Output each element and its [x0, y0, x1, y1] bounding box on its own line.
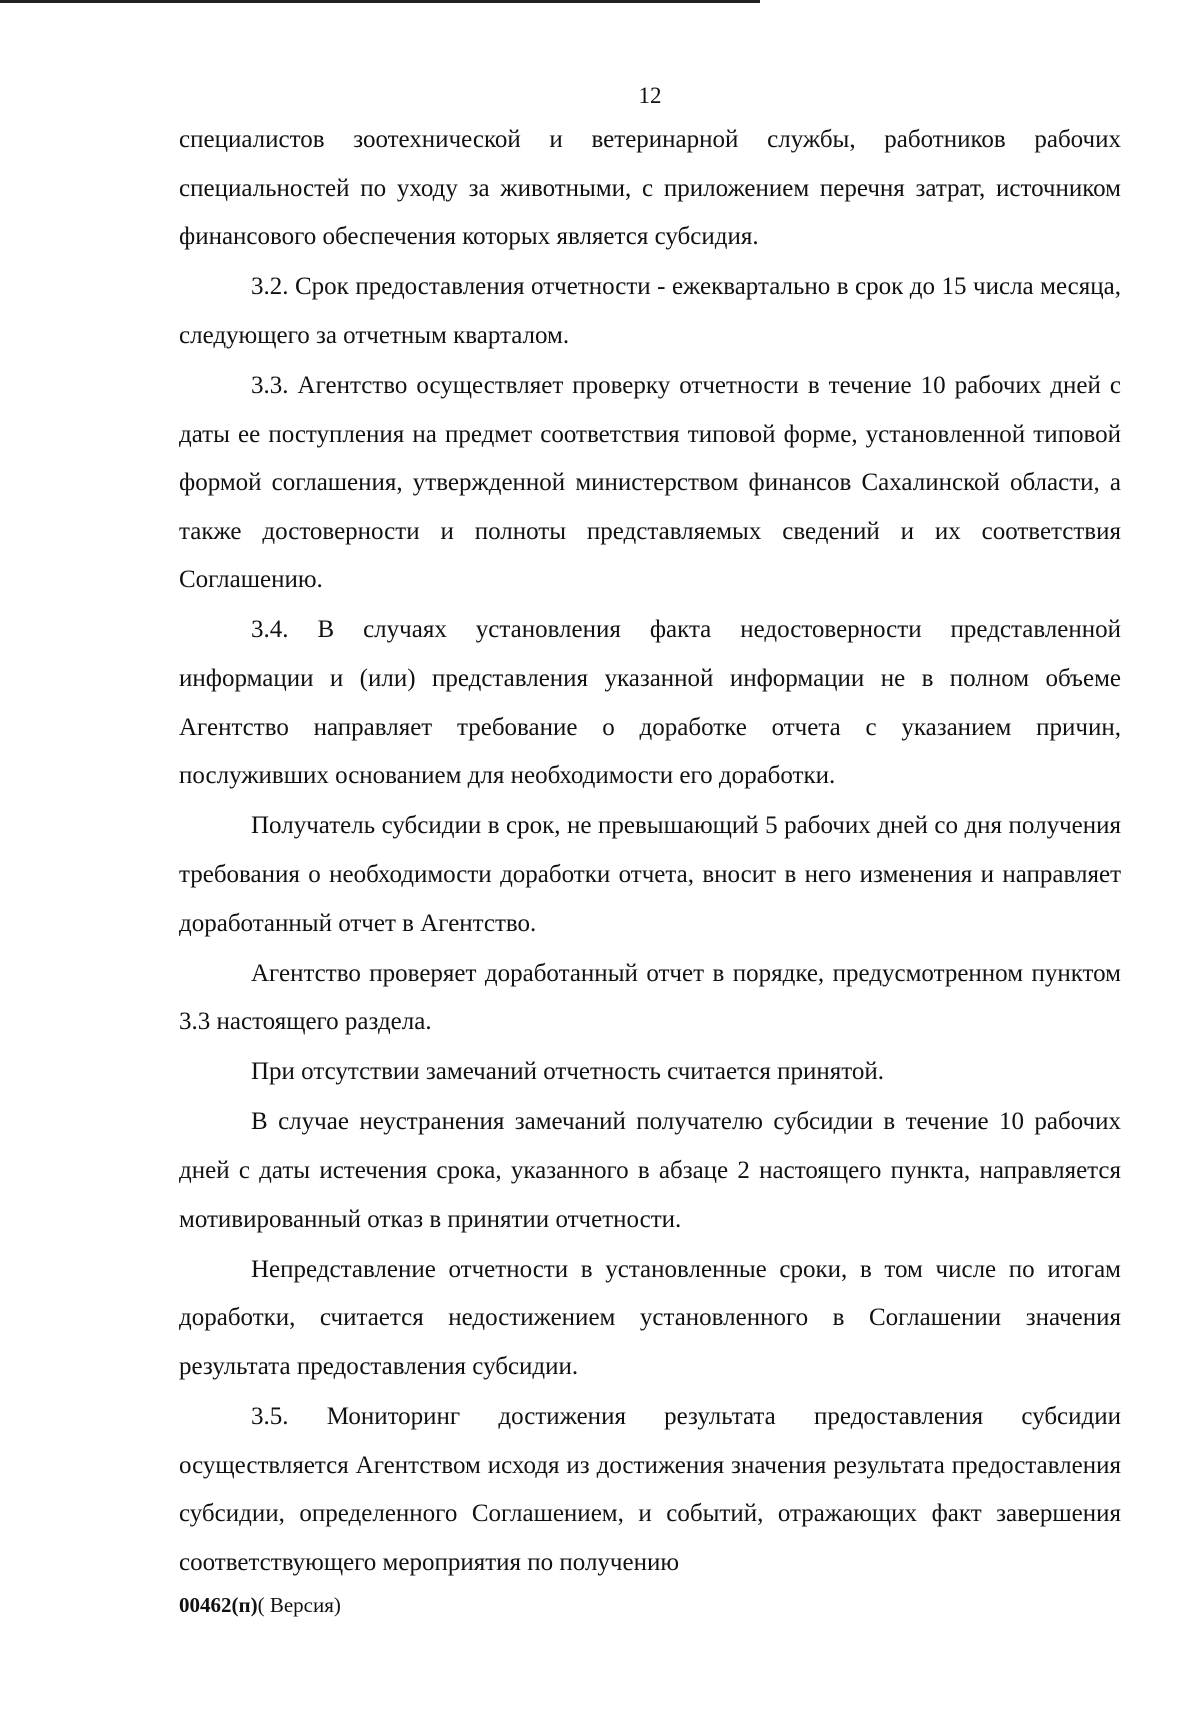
document-footer [179, 1592, 341, 1618]
paragraph-continuation: специалистов зоотехнической и ветеринарной службы, работников рабочих специальностей по уходу за животными, с приложением перечня затрат, источником финансового обеспечения которых является субсидия. [179, 126, 1121, 251]
document-code: 00462(п) [179, 1593, 258, 1617]
paragraph-accepted: При отсутствии замечаний отчетность считается принятой. [251, 1058, 885, 1086]
paragraph-refusal: В случае неустранения замечаний получателю субсидии в течение 10 рабочих дней с даты истечения срока, указанного в абзаце 2 настоящего пункта, направляется мотивированный отказ в принятии отчетности. [179, 1108, 1121, 1233]
paragraph-3-4: 3.4. В случаях установления факта недостоверности представленной информации и (или) представления указанной информации не в полном объеме Агентство направляет требование о доработке отчета с указанием причин, послуживших основанием для необходимости его доработки. [179, 616, 1121, 790]
paragraph-3-2: 3.2. Срок предоставления отчетности - ежеквартально в срок до 15 числа месяца, следующего за отчетным кварталом. [179, 273, 1121, 349]
paragraph-3-5: 3.5. Мониторинг достижения результата предоставления субсидии осуществляется Агентством исходя из достижения значения результата предоставления субсидии, определенного Соглашением, и событий, отражающих факт завершения соответствующего мероприятия по получению [179, 1402, 1121, 1576]
document-version: ( Версия) [257, 1593, 341, 1617]
paragraph-non-submission: Непредставление отчетности в установленные сроки, в том числе по итогам доработки, считается недостижением установленного в Соглашении значения результата предоставления субсидии. [179, 1255, 1121, 1380]
paragraph-agency-review: Агентство проверяет доработанный отчет в порядке, предусмотренном пунктом 3.3 настоящего раздела. [179, 959, 1121, 1036]
document-body [179, 116, 1121, 1589]
paragraph-recipient-revision: Получатель субсидии в срок, не превышающий 5 рабочих дней со дня получения требования о необходимости доработки отчета, вносит в него изменения и направляет доработанный отчет в Агентство. [179, 812, 1121, 937]
paragraph-3-3: 3.3. Агентство осуществляет проверку отчетности в течение 10 рабочих дней с даты ее поступления на предмет соответствия типовой форме, установленной типовой формой соглашения, утвержденной министерством финансов Сахалинской области, а также достоверности и полноты представляемых сведений и их соответствия Соглашению. [179, 371, 1121, 594]
page-number: 12 [638, 83, 662, 108]
top-rule [0, 0, 760, 3]
